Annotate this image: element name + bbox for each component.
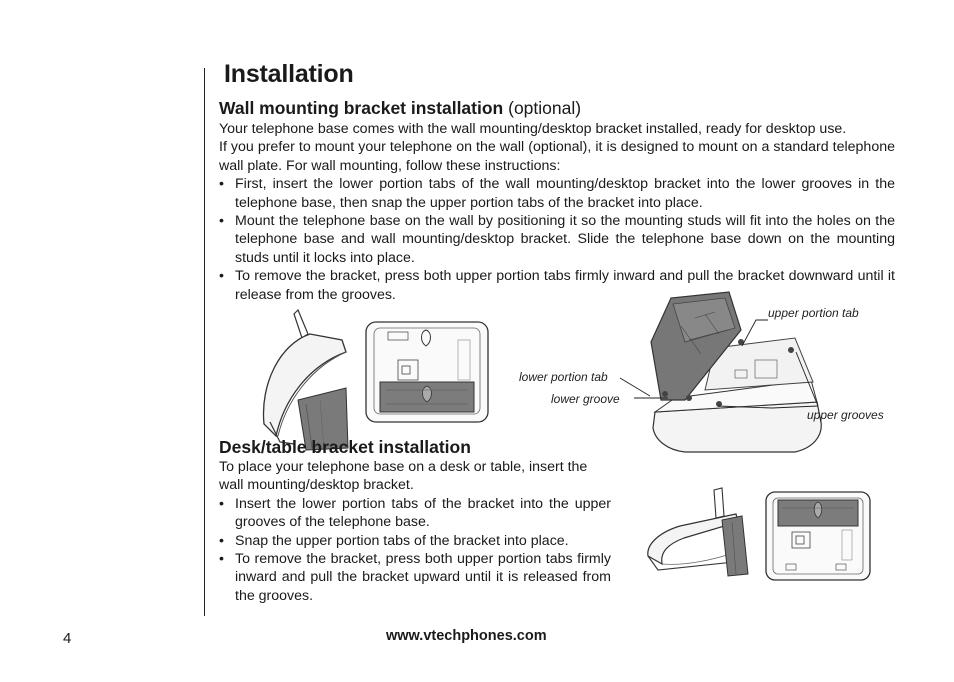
desk-section-body: [219, 458, 611, 605]
callout-upper-grooves: upper grooves: [807, 408, 884, 422]
desk-side-view-illustration: [644, 486, 754, 582]
wall-intro-2: If you prefer to mount your telephone on the wall (optional), it is designed to mount on a standard telephone wall plate. For wall mounting, follow these instructions:: [219, 139, 895, 174]
list-item: • Snap the upper portion tabs of the bracket into place.: [219, 532, 611, 550]
desk-section-heading: Desk/table bracket installation: [219, 437, 471, 457]
desk-intro: To place your telephone base on a desk or table, insert the wall mounting/desktop bracket.: [219, 459, 588, 494]
desk-bottom-view-illustration: [764, 490, 872, 582]
wall-heading-optional: (optional): [508, 98, 582, 118]
wall-intro-1: Your telephone base comes with the wall mounting/desktop bracket installed, ready for desktop use.: [219, 121, 847, 137]
page-number: 4: [63, 630, 72, 647]
list-item: • First, insert the lower portion tabs of the wall mounting/desktop bracket into the lower grooves in the telephone base, then snap the upper portion tabs of the bracket into place.: [219, 175, 895, 212]
list-item: • Mount the telephone base on the wall by positioning it so the mounting studs will fit into the holes on the telephone base and wall mounting/desktop bracket. Slide the telephone base down on the mounting studs until it locks into place.: [219, 212, 895, 267]
list-item: • To remove the bracket, press both upper portion tabs firmly inward and pull the bracket downward until it release from the grooves.: [219, 267, 895, 304]
callout-lower-groove: lower groove: [551, 392, 620, 406]
list-item: • To remove the bracket, press both upper portion tabs firmly inward and pull the bracket upward until it is released from the grooves.: [219, 550, 611, 605]
desk-bullet-list: [219, 495, 611, 605]
callout-upper-portion-tab: upper portion tab: [768, 306, 859, 320]
list-item: • Insert the lower portion tabs of the bracket into the upper grooves of the telephone base.: [219, 495, 611, 532]
page-title: Installation: [224, 60, 354, 88]
wall-heading-text: Wall mounting bracket installation: [219, 98, 504, 118]
callout-lower-portion-tab: lower portion tab: [519, 370, 608, 384]
footer-website-link[interactable]: www.vtechphones.com: [386, 628, 547, 644]
